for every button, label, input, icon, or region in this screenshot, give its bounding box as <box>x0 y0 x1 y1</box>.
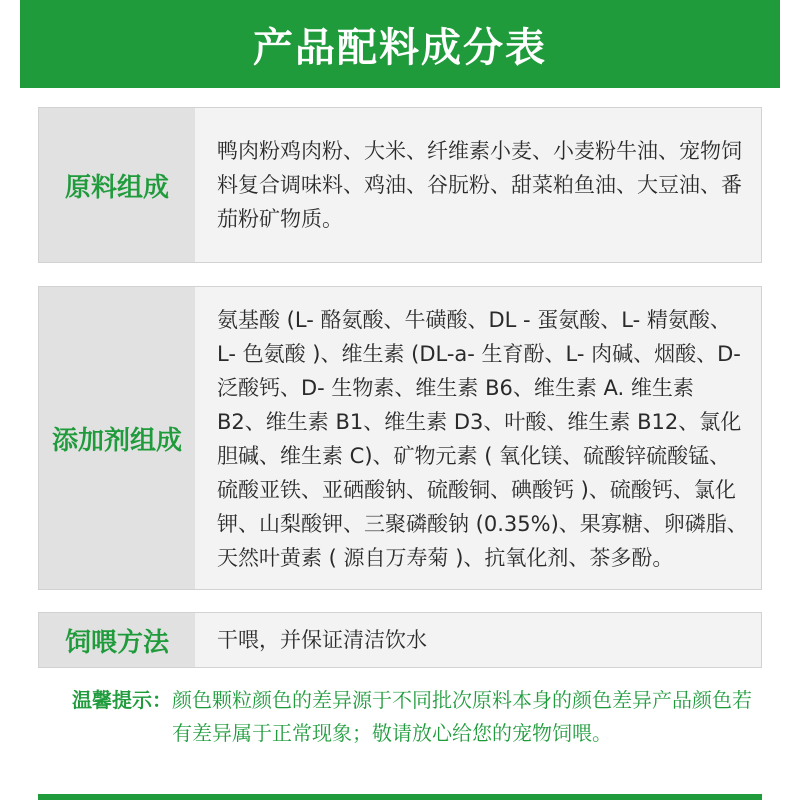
additives-label: 添加剂组成 <box>39 287 195 589</box>
feeding-label: 饲喂方法 <box>39 613 195 667</box>
raw-materials-label: 原料组成 <box>39 108 195 262</box>
raw-materials-section <box>38 107 762 263</box>
page-title: 产品配料成分表 <box>253 24 547 71</box>
raw-materials-text: 鸭肉粉鸡肉粉、大米、纤维素小麦、小麦粉牛油、宠物饲料复合调味料、鸡油、谷朊粉、甜菜粕鱼油、大豆油、番茄粉矿物质。 <box>217 139 742 231</box>
feeding-content <box>195 613 761 667</box>
feeding-text: 干喂，并保证清洁饮水 <box>217 628 427 652</box>
bottom-bar <box>38 794 762 800</box>
header-banner <box>20 0 780 88</box>
tip-note <box>72 684 762 750</box>
feeding-section <box>38 612 762 668</box>
additives-section <box>38 286 762 590</box>
additives-text: 氨基酸 (L- 酪氨酸、牛磺酸、DL - 蛋氨酸、L- 精氨酸、L- 色氨酸 )、维生素 (DL-a- 生育酚、L- 肉碱、烟酸、D- 泛酸钙、D- 生物素、维生素 B6、维生素 A. 维生素 B2、维生素 B1、维生素 D3、叶酸、维生素 B12、氯化胆碱、维生素 C)、矿物元素 ( 氧化镁、硫酸锌硫酸锰、硫酸亚铁、亚硒酸钠、硫酸铜、碘酸钙 )、硫酸钙、氯化钾、山梨酸钾、三聚磷酸钠 (0.35%)、果寡糖、卵磷脂、天然叶黄素 ( 源自万寿菊 )、抗氧化剂、茶多酚。 <box>217 308 748 570</box>
tip-label: 温馨提示： <box>72 688 172 712</box>
tip-text: 颜色颗粒颜色的差异源于不同批次原料本身的颜色差异产品颜色若有差异属于正常现象；敬请放心给您的宠物饲喂。 <box>172 688 752 745</box>
raw-materials-content <box>195 108 761 262</box>
additives-content <box>195 287 761 589</box>
